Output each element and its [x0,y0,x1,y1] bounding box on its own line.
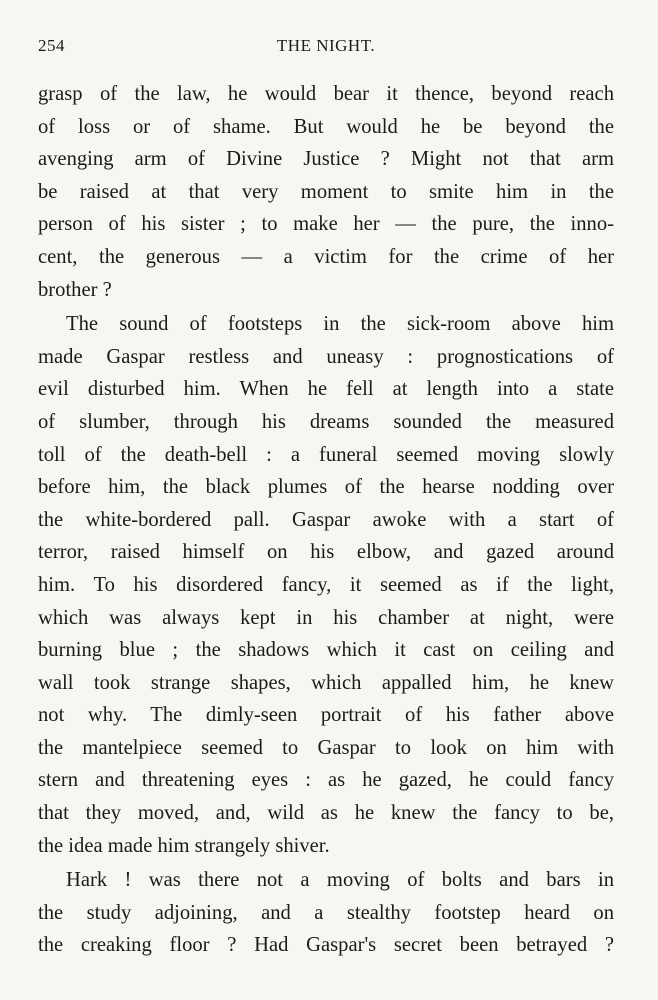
text-line: of loss or of shame. But would he be beyond the [38,115,614,138]
page-header [38,36,614,58]
text-line: him. To his disordered fancy, it seemed as if the light, [38,573,614,596]
text-line: before him, the black plumes of the hearse nodding over [38,476,614,499]
text-line: be raised at that very moment to smite him in the [38,180,614,203]
text-line: The sound of footsteps in the sick-room above him [66,313,614,336]
text-line: cent, the generous — a victim for the crime of her [38,245,614,268]
text-line: toll of the death-bell : a funeral seemed moving slowly [38,443,614,466]
running-title: THE NIGHT. [276,36,376,55]
text-line: wall took strange shapes, which appalled him, he knew [38,671,614,694]
text-line: brother ? [38,278,112,301]
text-line: stern and threatening eyes : as he gazed, he could fancy [38,769,614,792]
paragraph [38,864,614,962]
paragraph [38,308,614,862]
text-line: person of his sister ; to make her — the pure, the inno- [38,213,614,236]
text-line: of slumber, through his dreams sounded the measured [38,410,614,433]
text-line: grasp of the law, he would bear it thence, beyond reach [38,83,614,105]
text-line: the study adjoining, and a stealthy footstep heard on [38,901,614,924]
text-line: Hark ! was there not a moving of bolts and bars in [66,869,614,892]
text-line: the creaking floor ? Had Gaspar's secret been betrayed ? [38,934,614,957]
text-line: which was always kept in his chamber at night, were [38,606,614,629]
text-line: the white-bordered pall. Gaspar awoke with a start of [38,508,614,531]
text-line: the mantelpiece seemed to Gaspar to look on him with [38,736,614,759]
page-number: 254 [38,36,65,55]
text-line: burning blue ; the shadows which it cast on ceiling and [38,639,614,662]
text-line: not why. The dimly-seen portrait of his father above [38,704,614,727]
text-line: that they moved, and, wild as he knew the fancy to be, [38,802,614,825]
text-line: evil disturbed him. When he fell at length into a state [38,378,614,401]
text-line: the idea made him strangely shiver. [38,834,330,857]
text-line: terror, raised himself on his elbow, and gazed around [38,541,614,564]
text-line: made Gaspar restless and uneasy : prognostications of [38,345,614,368]
body-text [38,78,614,962]
paragraph [38,78,614,306]
text-line: avenging arm of Divine Justice ? Might not that arm [38,148,614,171]
